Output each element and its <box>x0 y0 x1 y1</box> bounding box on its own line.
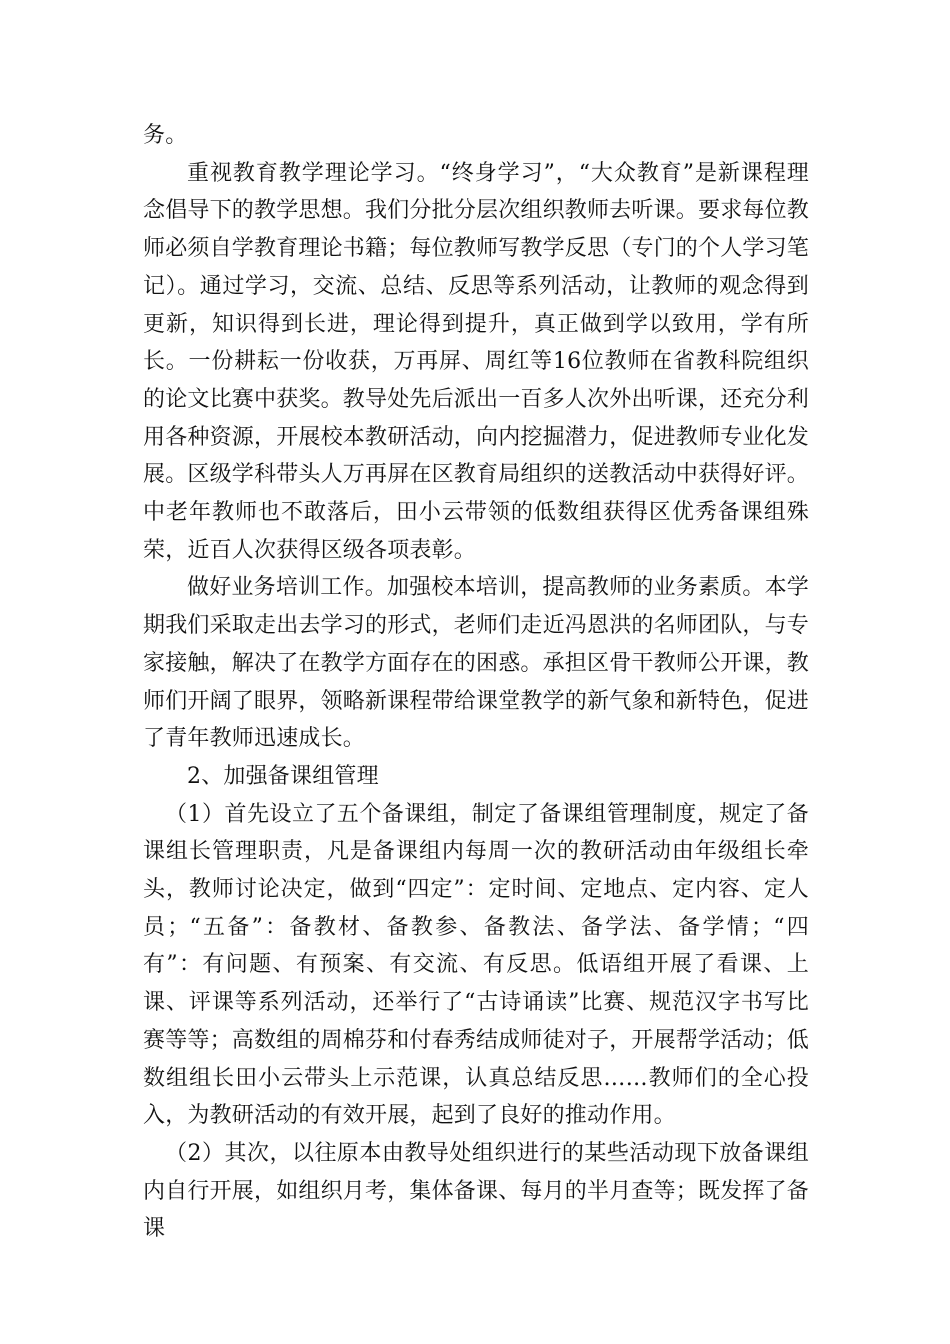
paragraph-theory-study: 重视教育教学理论学习。“终身学习”，“大众教育”是新课程理念倡导下的教学思想。我们分批分层次组织教师去听课。要求每位教师必须自学教育理论书籍；每位教师写教学反思（专门的个人学习笔记）。通过学习，交流、总结、反思等系列活动，让教师的观念得到更新，知识得到长进，理论得到提升，真正做到学以致用，学有所长。一份耕耘一份收获，万再屏、周红等16位教师在省教科院组织的论文比赛中获奖。教导处先后派出一百多人次外出听课，还充分利用各种资源，开展校本教研活动，向内挖掘潜力，促进教师专业化发展。区级学科带头人万再屏在区教育局组织的送教活动中获得好评。中老年教师也不敢落后，田小云带领的低数组获得区优秀备课组殊荣，近百人次获得区级各项表彰。 <box>143 160 810 563</box>
paragraph-business-training: 做好业务培训工作。加强校本培训，提高教师的业务素质。本学期我们采取走出去学习的形式，老师们走近冯恩洪的名师团队，与专家接触，解决了在教学方面存在的困惑。承担区骨干教师公开课，教师们开阔了眼界，领略新课程带给课堂教学的新气象和新特色，促进了青年教师迅速成长。 <box>143 575 810 752</box>
document-body <box>143 117 809 1248</box>
paragraph-continuation: 务。 <box>143 123 188 148</box>
paragraph-item-2: （2）其次，以往原本由教导处组织进行的某些活动现下放备课组内自行开展，如组织月考，集体备课、每月的半月查等；既发挥了备课 <box>143 1140 810 1242</box>
paragraph-item-1: （1）首先设立了五个备课组，制定了备课组管理制度，规定了备课组长管理职责，凡是备课组内每周一次的教研活动由年级组长牵头，教师讨论决定，做到“四定”：定时间、定地点、定内容、定人员；“五备”：备教材、备教参、备教法、备学法、备学情；“四有”：有问题、有预案、有交流、有反思。低语组开展了看课、上课、评课等系列活动，还举行了“古诗诵读”比赛、规范汉字书写比赛等等；高数组的周棉芬和付春秀结成师徒对子，开展帮学活动；低数组组长田小云带头上示范课，认真总结反思……教师们的全心投入，为教研活动的有效开展，起到了良好的推动作用。 <box>143 801 810 1129</box>
section-heading: 2、加强备课组管理 <box>187 763 379 789</box>
